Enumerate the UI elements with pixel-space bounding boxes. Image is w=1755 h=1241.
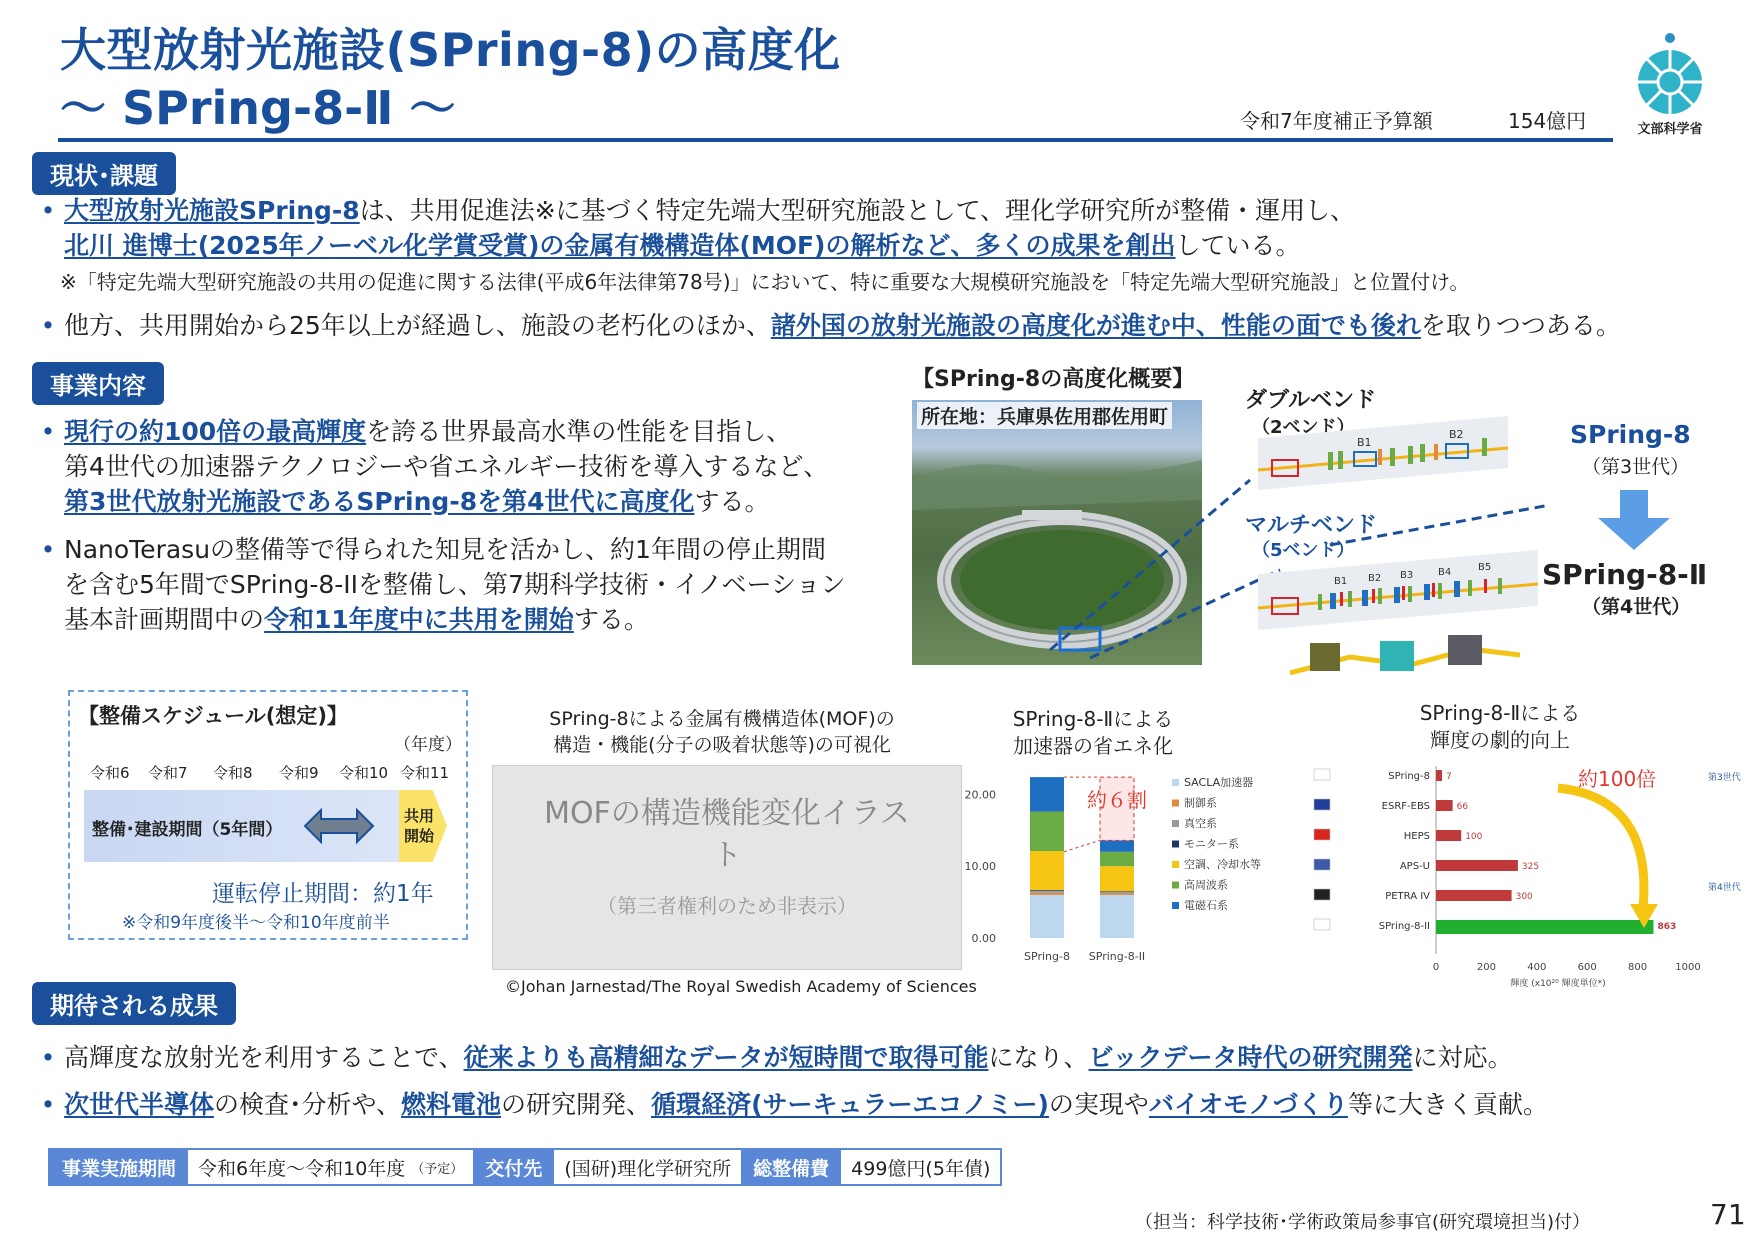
share-start-label: 共用開始	[404, 807, 435, 845]
energy-y-tick: 20.00	[964, 788, 996, 802]
energy-chart-title-line1: SPring-8-Ⅱによる	[1012, 707, 1174, 731]
energy-legend-swatch	[1172, 841, 1179, 848]
energy-legend-label: 空調、冷却水等	[1184, 858, 1261, 871]
gen4-sub: （第4世代）	[1582, 596, 1691, 618]
results-bullet-1	[32, 1040, 1513, 1075]
stop-period-arrow-icon	[305, 808, 373, 844]
grant-header: 交付先	[473, 1150, 554, 1184]
energy-connector-line	[1064, 840, 1100, 851]
energy-x-label: SPring-8-II	[1088, 950, 1146, 963]
results-b2-highlight-2: 燃料電池	[401, 1090, 502, 1119]
brightness-bar	[1436, 860, 1518, 871]
mof-placeholder-text: MOFの構造機能変化イラスト	[544, 796, 910, 873]
multi-bend-label: マルチベンド	[1245, 513, 1378, 538]
energy-chart-caption	[988, 706, 1198, 760]
results-b1-pre: 高輝度な放射光を利用することで、	[64, 1043, 464, 1072]
stop-period-label: 運転停止期間：約1年	[212, 881, 434, 907]
energy-x-label: SPring-8	[1024, 950, 1070, 963]
bullet-dot-icon: •	[40, 417, 56, 446]
brightness-category-label: PETRA IV	[1385, 891, 1430, 902]
double-bend-lattice-diagram	[1258, 408, 1508, 490]
status-b1-highlight-2: 北川 進博士(2025年ノーベル化学賞受賞)の金属有機構造体(MOF)の解析など、多くの成果を創出	[64, 231, 1176, 260]
results-b1-highlight-1: 従来よりも高精細なデータが短時間で取得可能	[463, 1043, 989, 1072]
status-bullet-1-line2	[64, 228, 1300, 263]
footer-charge: （担当：科学技術･学術政策局参事官(研究環境担当)付）	[1135, 1212, 1591, 1233]
schedule-year: 令和7	[148, 764, 188, 782]
results-b1-post: に対応。	[1412, 1043, 1513, 1072]
cost-value: 499億円(5年債)	[841, 1150, 1000, 1184]
brightness-value-label: 863	[1657, 922, 1677, 932]
page-title-line1: 大型放射光施設(SPring-8)の高度化	[60, 23, 841, 77]
business-b1-text-3: する。	[694, 487, 770, 516]
energy-legend-swatch	[1172, 779, 1179, 786]
brightness-value-label: 66	[1456, 802, 1469, 812]
gen3-name: SPring-8	[1570, 420, 1691, 449]
multi-bend-lattice-diagram	[1258, 540, 1538, 630]
business-bullet-2-line2: を含む5年間でSPring-8-IIを整備し、第7期科学技術・イノベーション	[64, 570, 846, 599]
project-info-table	[48, 1148, 1002, 1186]
business-bullet-2-line1	[32, 532, 826, 567]
budget-label: 令和7年度補正予算額	[1240, 109, 1433, 133]
status-note: ※「特定先端大型研究施設の共用の促進に関する法律(平成6年法律第78号)」において、特に重要な大規模研究施設を「特定先端大型研究施設」と位置付け。	[60, 270, 1470, 294]
multi-bend-sublabel: （5ベンド）	[1252, 540, 1355, 561]
energy-bar-segment	[1100, 892, 1134, 893]
brightness-chart	[1308, 758, 1741, 989]
results-b1-highlight-2: ビックデータ時代の研究開発	[1088, 1043, 1413, 1072]
lattice2-label: B3	[1400, 570, 1414, 581]
business-b1-highlight-3: 第3世代放射光施設であるSPring-8を第4世代に高度化	[64, 487, 695, 516]
country-flag-icon	[1314, 889, 1330, 900]
bullet-dot-icon: •	[40, 535, 56, 564]
energy-bar-segment	[1030, 891, 1064, 893]
results-b2-text-2: の研究開発、	[501, 1090, 652, 1119]
energy-legend-label: 電磁石系	[1184, 899, 1228, 912]
bullet-dot-icon: •	[40, 1043, 56, 1072]
energy-annotation: 約６割	[1087, 788, 1147, 813]
country-flag-icon	[1314, 919, 1330, 930]
section-label-status: 現状･課題	[32, 152, 176, 195]
mext-logo	[1625, 30, 1715, 140]
zoom-connector-lines	[1050, 480, 1280, 660]
brightness-chart-title-line2: 輝度の劇的向上	[1430, 728, 1570, 752]
energy-bar-segment	[1030, 851, 1064, 890]
business-b2-text-1: NanoTerasuの整備等で得られた知見を活かし、約1年間の停止期間	[64, 535, 826, 564]
mof-caption-line1: SPring-8による金属有機構造体(MOF)の	[549, 708, 895, 730]
business-b2-pre: 基本計画期間中の	[64, 605, 265, 634]
energy-legend-label: SACLA加速器	[1184, 776, 1254, 789]
energy-bar-segment	[1030, 890, 1064, 891]
bullet-dot-icon: •	[40, 1090, 56, 1119]
lattice2-label: B2	[1368, 573, 1382, 584]
lattice2-label: B4	[1438, 567, 1452, 578]
brightness-chart-caption	[1380, 700, 1620, 754]
schedule-year: 令和11	[400, 764, 450, 782]
business-bullet-1-line3	[64, 484, 770, 519]
business-b2-highlight: 令和11年度中に共用を開始	[264, 605, 574, 634]
magnet-devices-illustration	[1290, 635, 1520, 680]
brightness-bar	[1436, 890, 1512, 901]
business-b1-highlight: 現行の約100倍の最高輝度	[64, 417, 367, 446]
lattice2-label: B5	[1478, 562, 1492, 573]
status-b1-text-2: している。	[1175, 231, 1301, 260]
brightness-x-tick: 1000	[1675, 962, 1701, 973]
energy-bar-segment	[1100, 893, 1134, 894]
brightness-x-label: 輝度 (x10²⁰ 輝度単位*)	[1510, 979, 1606, 989]
energy-chart-title-line2: 加速器の省エネ化	[1013, 734, 1173, 758]
energy-bar-segment	[1100, 840, 1134, 851]
status-b2-highlight: 諸外国の放射光施設の高度化が進む中、性能の面でも後れ	[770, 311, 1421, 340]
brightness-value-label: 300	[1515, 892, 1533, 902]
section-label-business: 事業内容	[32, 362, 164, 405]
brightness-x-tick: 800	[1628, 962, 1648, 973]
status-b2-post: を取りつつある。	[1420, 311, 1621, 340]
brightness-x-tick: 600	[1577, 962, 1597, 973]
energy-legend-label: 高周波系	[1184, 878, 1228, 892]
energy-legend-swatch	[1172, 902, 1179, 909]
brightness-chart-title-line1: SPring-8-Ⅱによる	[1419, 701, 1581, 725]
bullet-dot-icon: •	[40, 196, 56, 225]
business-b2-post: する。	[573, 605, 649, 634]
energy-bar-segment	[1030, 777, 1064, 811]
mof-caption-line2: 構造・機能(分子の吸着状態等)の可視化	[553, 734, 891, 756]
results-b2-text-3: の実現や	[1048, 1090, 1149, 1119]
title-divider	[58, 138, 1613, 142]
mof-caption	[512, 706, 932, 758]
brightness-gen-label: 第4世代	[1708, 883, 1741, 893]
business-bullet-1-line1	[32, 414, 791, 449]
gen4-name: SPring-8-Ⅱ	[1542, 558, 1708, 591]
country-flag-icon	[1314, 859, 1330, 870]
brightness-category-label: ESRF-EBS	[1381, 801, 1430, 812]
schedule-year: 令和6	[90, 764, 130, 782]
results-bullet-2	[32, 1087, 1548, 1122]
results-b2-highlight-3: 循環経済(サーキュラーエコノミー)	[651, 1090, 1049, 1119]
page-title-line2: ～ SPring-8-Ⅱ ～	[60, 81, 456, 135]
status-b1-text: は、共用促進法※に基づく特定先端大型研究施設として、理化学研究所が整備・運用し、	[359, 196, 1356, 225]
brightness-category-label: APS-U	[1399, 861, 1430, 872]
brightness-bar	[1436, 770, 1442, 781]
energy-chart	[960, 770, 1300, 980]
double-bend-sublabel: （2ベンド）	[1252, 417, 1355, 438]
business-bullet-1-line2: 第4世代の加速器テクノロジーや省エネルギー技術を導入するなど、	[64, 452, 829, 481]
brightness-x-tick: 0	[1432, 962, 1440, 973]
energy-bar-segment	[1100, 891, 1134, 892]
energy-legend-swatch	[1172, 861, 1179, 868]
mext-logo-text: 文部科学省	[1637, 122, 1703, 137]
country-flag-icon	[1314, 769, 1330, 780]
brightness-bar	[1436, 800, 1453, 811]
brightness-value-label: 100	[1465, 832, 1483, 842]
period-header: 事業実施期間	[50, 1150, 188, 1184]
energy-bar-segment	[1030, 893, 1064, 895]
country-flag-icon	[1314, 799, 1330, 810]
schedule-year: 令和8	[213, 764, 253, 782]
page-number: 71	[1710, 1198, 1746, 1231]
brightness-category-label: HEPS	[1403, 831, 1430, 842]
stop-period-note: ※令和9年度後半～令和10年度前半	[122, 913, 390, 933]
status-b2-pre: 他方、共用開始から25年以上が経過し、施設の老朽化のほか、	[64, 311, 771, 340]
double-bend-label: ダブルベンド	[1245, 388, 1377, 413]
brightness-value-label: 7	[1446, 772, 1452, 782]
brightness-value-label: 325	[1521, 862, 1540, 872]
energy-legend-label: 真空系	[1184, 817, 1217, 830]
schedule-title: 【整備スケジュール(想定)】	[78, 704, 348, 728]
build-period-label: 整備･建設期間（5年間）	[92, 820, 283, 840]
energy-y-tick: 0.00	[971, 932, 996, 945]
status-bullet-1-line1	[32, 193, 1355, 228]
cost-header: 総整備費	[741, 1150, 841, 1184]
country-flag-icon	[1314, 829, 1330, 840]
lattice2-label: B1	[1334, 576, 1348, 587]
lattice1-label: B1	[1357, 436, 1372, 449]
brightness-category-label: SPring-8-II	[1378, 921, 1430, 932]
brightness-bar	[1436, 920, 1653, 934]
budget-value: 154億円	[1508, 109, 1587, 133]
business-bullet-2-line3	[64, 602, 649, 637]
mof-credit: ©Johan Jarnestad/The Royal Swedish Academy of Sciences	[505, 977, 977, 996]
results-b2-text-1: の検査･分析や、	[214, 1090, 402, 1119]
location-label: 所在地：兵庫県佐用郡佐用町	[917, 402, 1172, 429]
period-value-note: （予定）	[411, 1161, 464, 1177]
mof-placeholder-note: （第三者権利のため非表示）	[597, 894, 857, 918]
results-b2-text-4: 等に大きく貢献。	[1347, 1090, 1548, 1119]
energy-legend-label: モニター系	[1184, 837, 1239, 851]
schedule-year: 令和9	[279, 764, 319, 782]
energy-bar-segment	[1100, 866, 1134, 891]
energy-y-tick: 10.00	[964, 860, 996, 874]
energy-legend-swatch	[1172, 882, 1179, 889]
brightness-bar	[1436, 830, 1461, 841]
business-b1-text: を誇る世界最高水準の性能を目指し、	[366, 417, 792, 446]
bullet-dot-icon: •	[40, 311, 56, 340]
improvement-arrow-curve	[1558, 788, 1644, 908]
energy-legend-swatch	[1172, 800, 1179, 807]
results-b1-mid: になり、	[988, 1043, 1089, 1072]
brightness-gen-label: 第3世代	[1708, 773, 1741, 783]
energy-legend-label: 制御系	[1184, 796, 1217, 810]
energy-bar-segment	[1030, 812, 1064, 852]
brightness-x-tick: 400	[1527, 962, 1547, 973]
brightness-annotation: 約100倍	[1578, 767, 1657, 791]
lattice1-label: B2	[1449, 428, 1464, 441]
schedule-year: 令和10	[339, 764, 389, 782]
brightness-x-tick: 200	[1476, 962, 1496, 973]
status-b1-highlight: 大型放射光施設SPring-8	[64, 196, 360, 225]
grant-value: (国研)理化学研究所	[554, 1150, 741, 1184]
brightness-category-label: SPring-8	[1388, 771, 1430, 782]
overview-title: 【SPring-8の高度化概要】	[912, 367, 1195, 392]
gen3-sub: （第3世代）	[1582, 456, 1690, 478]
results-b2-highlight-1: 次世代半導体	[64, 1090, 215, 1119]
energy-bar-segment	[1030, 895, 1064, 938]
results-b2-highlight-4: バイオモノづくり	[1148, 1090, 1348, 1119]
energy-legend-swatch	[1172, 820, 1179, 827]
energy-bar-segment	[1100, 895, 1134, 938]
section-label-results: 期待される成果	[32, 982, 236, 1025]
schedule-unit: （年度）	[394, 735, 462, 755]
period-value-text: 令和6年度～令和10年度	[198, 1157, 406, 1180]
energy-bar-segment	[1100, 852, 1134, 866]
period-value	[188, 1150, 473, 1184]
down-arrow-icon	[1598, 490, 1670, 550]
status-bullet-2	[32, 308, 1621, 343]
